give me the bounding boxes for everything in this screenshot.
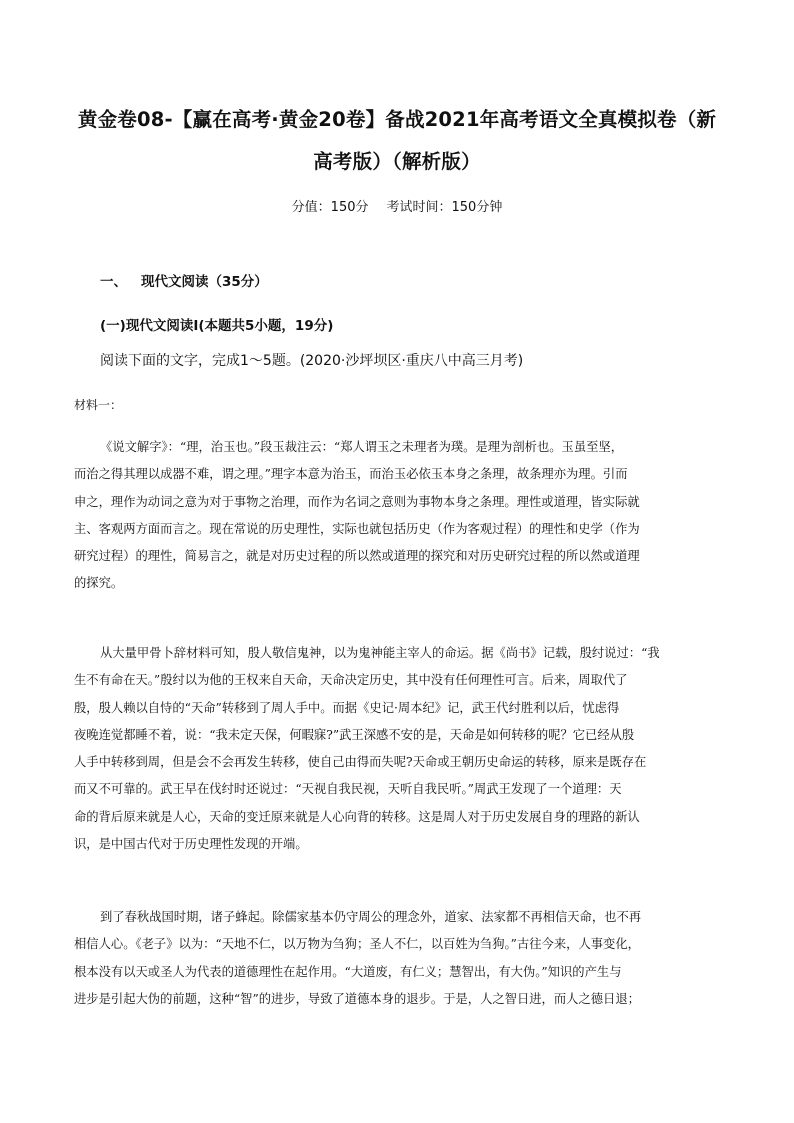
paragraph-line: 研究过程）的理性，简易言之，就是对历史过程的所以然或道理的探究和对历史研究过程的所以然或道理 bbox=[74, 549, 640, 564]
paragraph-line: 夜晚连觉都睡不着，说：“我未定天保，何暇寐?”武王深感不安的是，天命是如何转移的呢？它已经从殷 bbox=[74, 727, 635, 742]
score-info: 分值：150分 bbox=[291, 200, 369, 215]
section-number: 一、 bbox=[100, 274, 127, 290]
reading-instruction: 阅读下面的文字，完成1～5题。(2020·沙坪坝区·重庆八中高三月考) bbox=[100, 353, 524, 369]
paragraph-line: 识，是中国古代对于历史理性发现的开端。 bbox=[74, 837, 308, 852]
paragraph-line: 的探究。 bbox=[74, 576, 124, 591]
paragraph-2 bbox=[74, 640, 728, 858]
paragraph-line: 殷，殷人赖以自恃的“天命”转移到了周人手中。而据《史记·周本纪》记，武王代纣胜利以后，忧虑得 bbox=[74, 700, 620, 715]
paragraph-line: 《说文解字》：“理，治玉也。”段玉裁注云：“郑人谓玉之未理者为璞。是理为剖析也。玉虽至坚， bbox=[100, 440, 624, 454]
exam-meta bbox=[0, 196, 794, 215]
paragraph-line: 人手中转移到周，但是会不会再发生转移，使自己由得而失呢?天命或王朝历史命运的转移，原来是既存在 bbox=[74, 755, 647, 770]
time-info: 考试时间：150分钟 bbox=[386, 200, 503, 215]
paragraph-line: 到了春秋战国时期，诸子蜂起。除儒家基本仍守周公的理念外，道家、法家都不再相信天命，也不再 bbox=[100, 910, 642, 924]
paragraph-line: 进步是引起大伪的前题，这种“智”的进步，导致了道德本身的退步。于是，人之智日进，而人之德日退； bbox=[74, 991, 640, 1006]
subsection-heading: (一)现代文阅读Ⅰ(本题共5小题，19分) bbox=[100, 318, 334, 334]
document-title-line-2: 高考版）（解析版） bbox=[313, 150, 481, 173]
section-heading-modern-reading bbox=[100, 270, 268, 290]
paragraph-line: 主、客观两方面而言之。现在常说的历史理性，实际也就包括历史（作为客观过程）的理性和史学（作为 bbox=[74, 521, 640, 536]
paragraph-line: 申之，理作为动词之意为对于事物之治理，而作为名词之意则为事物本身之条理。理性或道理，皆实际就 bbox=[74, 494, 640, 509]
paragraph-line: 从大量甲骨卜辞材料可知，殷人敬信鬼神，以为鬼神能主宰人的命运。据《尚书》记载，殷纣说过：“我 bbox=[100, 646, 660, 660]
section-label: 现代文阅读（35分） bbox=[141, 274, 268, 290]
paragraph-line: 而又不可靠的。武王早在伐纣时还说过：“天视自我民视，天听自我民听。”周武王发现了一个道理：天 bbox=[74, 782, 622, 797]
paragraph-1 bbox=[74, 434, 728, 598]
paragraph-line: 而治之得其理以成器不难，谓之理。”理字本意为治玉，而治玉必依玉本身之条理，故条理亦为理。引而 bbox=[74, 467, 628, 482]
paragraph-line: 根本没有以天或圣人为代表的道德理性在起作用。“大道废，有仁义；慧智出，有大伪。”知识的产生与 bbox=[74, 964, 622, 979]
material-label: 材料一： bbox=[74, 398, 123, 412]
paragraph-line: 生不有命在天。”殷纣以为他的王权来自天命，天命决定历史，其中没有任何理性可言。后来，周取代了 bbox=[74, 673, 628, 688]
paragraph-3 bbox=[74, 904, 728, 1013]
document-title-line-1: 黄金卷08-【赢在高考·黄金20卷】备战2021年高考语文全真模拟卷（新 bbox=[77, 108, 717, 131]
paragraph-line: 相信人心。《老子》以为：“天地不仁，以万物为刍狗；圣人不仁，以百姓为刍狗。”古往今来，人事变化， bbox=[74, 937, 640, 952]
paragraph-line: 命的背后原来就是人心，天命的变迁原来就是人心向背的转移。这是周人对于历史发展自身的理路的新认 bbox=[74, 809, 640, 824]
